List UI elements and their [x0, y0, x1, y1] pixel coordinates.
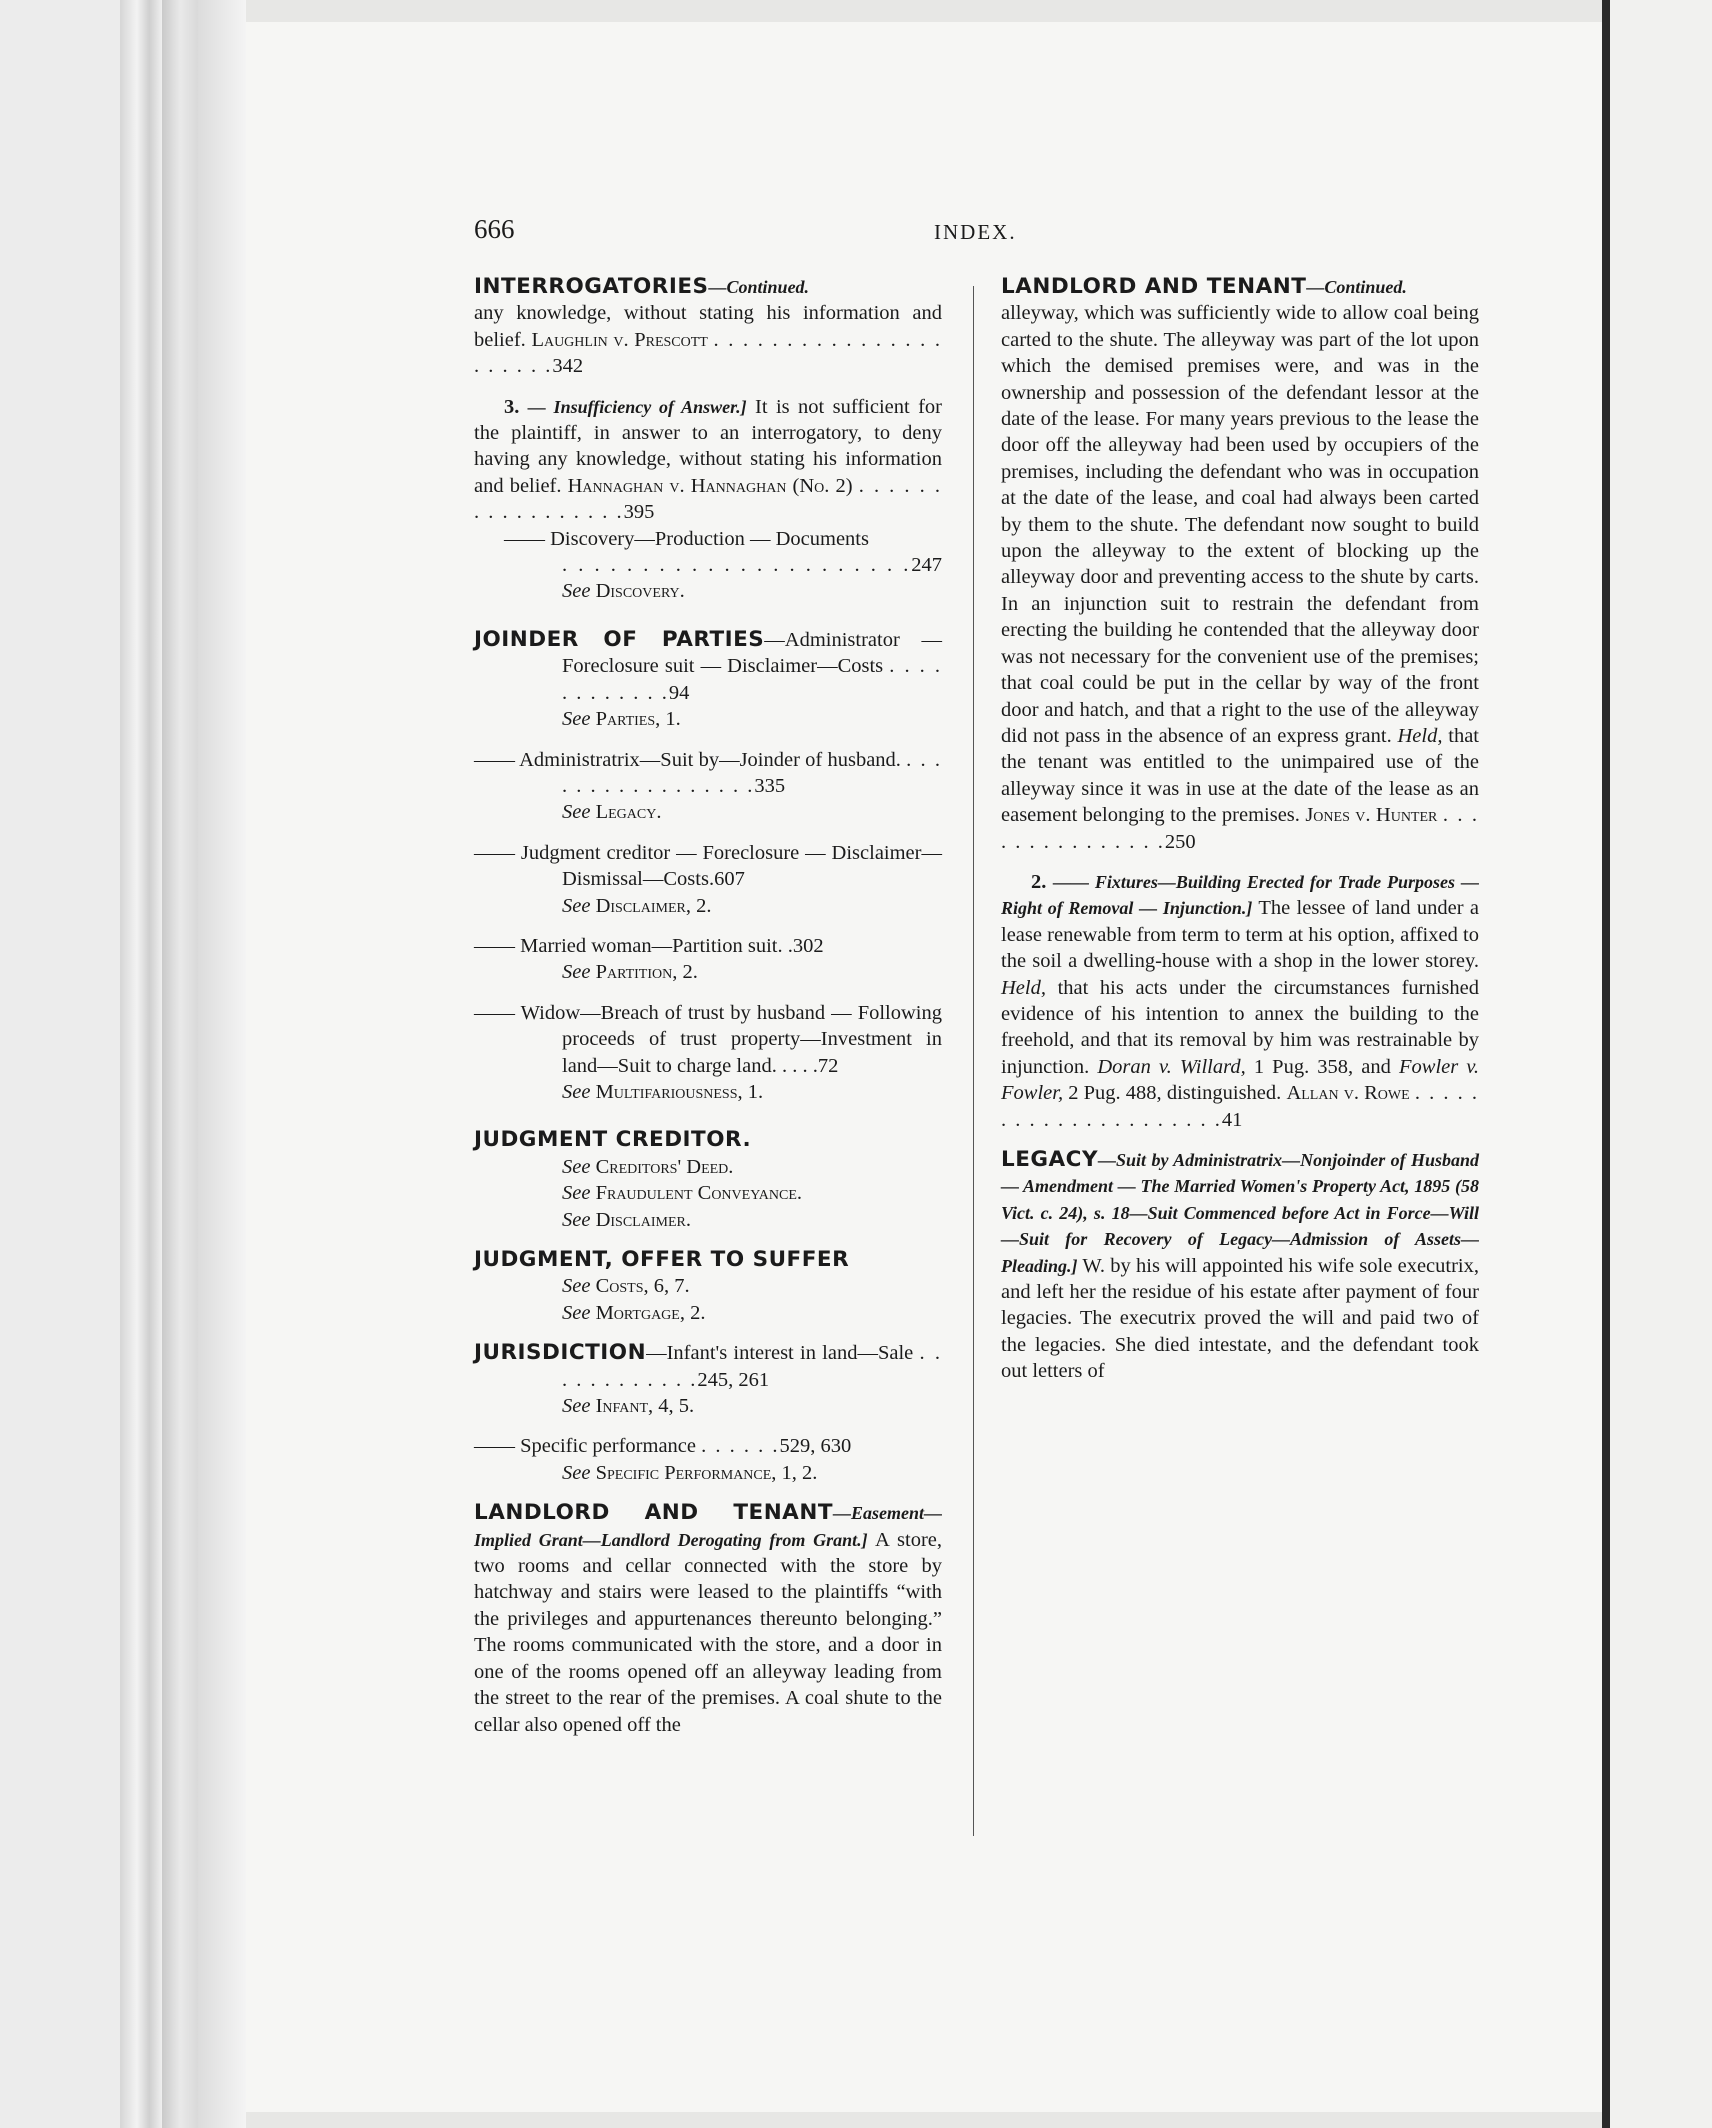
cross-reference: Creditors' Deed.: [595, 1155, 734, 1178]
cross-reference: Fraudulent Conveyance.: [595, 1182, 802, 1205]
entry-legacy: LEGACY—Suit by Administratrix—Nonjoinder of Husband — Amendment — The Married Women's Property Act, 1895 (58 Vict. c. 24), s. 18—Suit Commenced before Act in Force—Will—Suit for Recovery of Legacy—Admission of Assets—Pleading.] W. by his will appointed his wife sole executrix, and left her the residue of his estate after payment of four legacies. The executrix proved the will and paid two of the legacies. She died intestate, and the defendant took out letters of: [1001, 1147, 1479, 1383]
heading-joinder: JOINDER OF PARTIES: [474, 626, 765, 652]
heading-continued: —Continued.: [708, 277, 810, 297]
entry-judgment-creditor: JUDGMENT CREDITOR. See Creditors' Deed. See Fraudulent Conveyance. See Disclaimer.: [474, 1127, 942, 1233]
heading-landlord-tenant: LANDLORD AND TENANT: [474, 1500, 833, 1526]
left-column: [474, 274, 942, 1738]
page-ref: 607: [714, 868, 745, 891]
right-column: [1001, 274, 1479, 1385]
heading-jurisdiction: JURISDICTION: [474, 1340, 647, 1366]
entry-landlord-tenant-2: 2. —— Fixtures—Building Erected for Trade Purposes — Right of Removal — Injunction.] The lessee of land under a lease renewable from term to term at his option, affixed to the soil a dwelling-house with a shop in the lower storey. Held, that his acts under the circumstances furnished evidence of his intention to annex the building to the freehold, and that its removal by him was restrainable by injunction. Doran v. Willard, 1 Pug. 358, and Fowler v. Fowler, 2 Pug. 488, distinguished. Allan v. Rowe . . . . . . . . . . . . . . . . . . . . .41: [1001, 870, 1480, 1131]
page-header: [474, 214, 1018, 250]
cross-reference: Mortgage, 2.: [595, 1301, 706, 1324]
entry-administratrix: —— Administratrix—Suit by—Joinder of husband. . . . . . . . . . . . . . . . . .335 See Legacy.: [474, 748, 943, 824]
entry-joinder-of-parties: JOINDER OF PARTIES—Administrator — Foreclosure suit — Disclaimer—Costs . . . . . . . . . . . .94 See Parties, 1.: [474, 626, 943, 731]
cross-reference: Legacy.: [595, 801, 662, 824]
cross-reference: Disclaimer, 2.: [595, 894, 712, 917]
cross-reference: Parties, 1.: [595, 708, 681, 731]
heading-legacy: LEGACY: [1001, 1147, 1099, 1172]
heading-landlord-tenant: LANDLORD AND TENANT: [1001, 274, 1307, 299]
entry-jurisdiction: JURISDICTION—Infant's interest in land—Sale . . . . . . . . . . . .245, 261 See Infant, 4, 5.: [474, 1340, 943, 1418]
entry-landlord-tenant-continued: [1001, 274, 1479, 855]
case-name: Allan v. Rowe: [1286, 1082, 1410, 1105]
heading-interrogatories: INTERROGATORIES: [474, 274, 709, 299]
case-name: Laughlin v. Prescott: [531, 328, 708, 351]
page-ref: 342: [552, 355, 584, 378]
cross-reference: Discovery.: [595, 580, 685, 603]
cross-reference: Multifariousness, 1.: [595, 1080, 764, 1103]
entry-landlord-tenant: LANDLORD AND TENANT—Easement—Implied Grant—Landlord Derogating from Grant.] A store, two rooms and cellar connected with the store by hatchway and stairs were leased to the plaintiffs “with the privileges and appurtenances thereunto belonging.” The rooms communicated with the store, and a door in one of the rooms opened off an alleyway leading from the street to the rear of the premises. A coal shute to the cellar also opened off the: [474, 1500, 942, 1736]
entry-judgment-offer: JUDGMENT, OFFER TO SUFFER See Costs, 6, 7. See Mortgage, 2.: [474, 1247, 942, 1326]
entry-specific-performance: —— Specific performance . . . . . .529, 630 See Specific Performance, 1, 2.: [474, 1435, 852, 1484]
entry-married-woman: —— Married woman—Partition suit. .302 See Partition, 2.: [474, 934, 824, 984]
heading-continued: —Continued.: [1306, 277, 1407, 297]
entry-interrogatories: [474, 274, 942, 380]
cross-reference: Partition, 2.: [595, 961, 698, 984]
heading-judgment-creditor: JUDGMENT CREDITOR.: [474, 1127, 752, 1153]
cross-reference: Costs, 6, 7.: [595, 1275, 690, 1298]
page-ref: 529, 630: [779, 1435, 852, 1458]
cross-reference: Disclaimer.: [595, 1208, 691, 1231]
case-name: Jones v. Hunter: [1305, 804, 1438, 827]
page-ref: 250: [1164, 830, 1196, 853]
entry-discovery: —— Discovery—Production — Documents . . . 247 See Discovery.: [474, 526, 942, 605]
page-ref: 72: [817, 1054, 839, 1077]
entry-judgment-creditor-sub: —— Judgment creditor — Foreclosure — Disclaimer—Dismissal—Costs.607 See Disclaimer, 2.: [474, 841, 942, 917]
page-ref: 247: [911, 554, 942, 577]
next-page-edge: [1610, 0, 1712, 2128]
page-ref: 395: [623, 501, 655, 524]
running-title: INDEX.: [934, 220, 1017, 244]
cross-reference: Specific Performance, 1, 2.: [595, 1461, 818, 1484]
page-ref: 302: [792, 934, 824, 957]
book-edge-pages-inner: [162, 0, 198, 2128]
cross-reference: Infant, 4, 5.: [595, 1395, 695, 1418]
entry-text: alleyway, which was sufficiently wide to allow coal being carted to the shute. The alleyway was part of the lot upon which the demised premises were, and was in the ownership and possession of the defendant lessor at the date of the lease. For many years previous to the lease the door off the alleyway had been used by occupiers of the premises, including the defendant who was in occupation at the date of the lease, and coal had always been carted by them to the shute. The defendant now sought to build upon the alleyway to the extent of blocking up the alleyway door and preventing access to the shute by carts. In an injunction suit to restrain the defendant from erecting the building he contended that the alleyway door was not necessary for the convenient use of the premises; that coal could be put in the cellar by way of the front door and hatch, and that a right to the use of the alleyway did not pass in the absence of an express grant. Held, that the tenant was entitled to the unimpaired use of the alleyway since it was in use at the date of the lease as an easement belonging to the premises. Jones v. Hunter . . . . . . . . . . . . . . .250: [1001, 302, 1480, 853]
page-gutter: [1602, 0, 1610, 2128]
entry-interrogatories-3: 3. — Insufficiency of Answer.] It is not sufficient for the plaintiff, in answer to an interrogatory, to deny having any knowledge, without stating his information and belief. Hannaghan v. Hannaghan (No. 2) . . . . . . . . . . . . . . . . .395: [474, 395, 943, 524]
page-ref: 245, 261: [697, 1368, 770, 1391]
heading-judgment-offer: JUDGMENT, OFFER TO SUFFER: [474, 1247, 850, 1272]
page-ref: 335: [754, 774, 786, 797]
entry-text: any knowledge, without stating his information and belief. Laughlin v. Prescott . . . . . . . . . . . . . . . . . . . . . .342: [474, 302, 943, 378]
page-ref: 41: [1221, 1108, 1243, 1131]
book-edge-margin: [198, 0, 246, 2128]
case-name: Hannaghan v. Hannaghan (No. 2): [567, 474, 853, 497]
column-rule: [973, 286, 974, 1836]
page-number: 666: [474, 214, 515, 244]
page-ref: 94: [668, 681, 690, 704]
book-edge-outer: [0, 0, 120, 2128]
entry-widow: —— Widow—Breach of trust by husband — Following proceeds of trust property—Investment in land—Suit to charge land. . . . .72 See Multifariousness, 1.: [474, 1001, 942, 1103]
book-edge-pages: [120, 0, 162, 2128]
